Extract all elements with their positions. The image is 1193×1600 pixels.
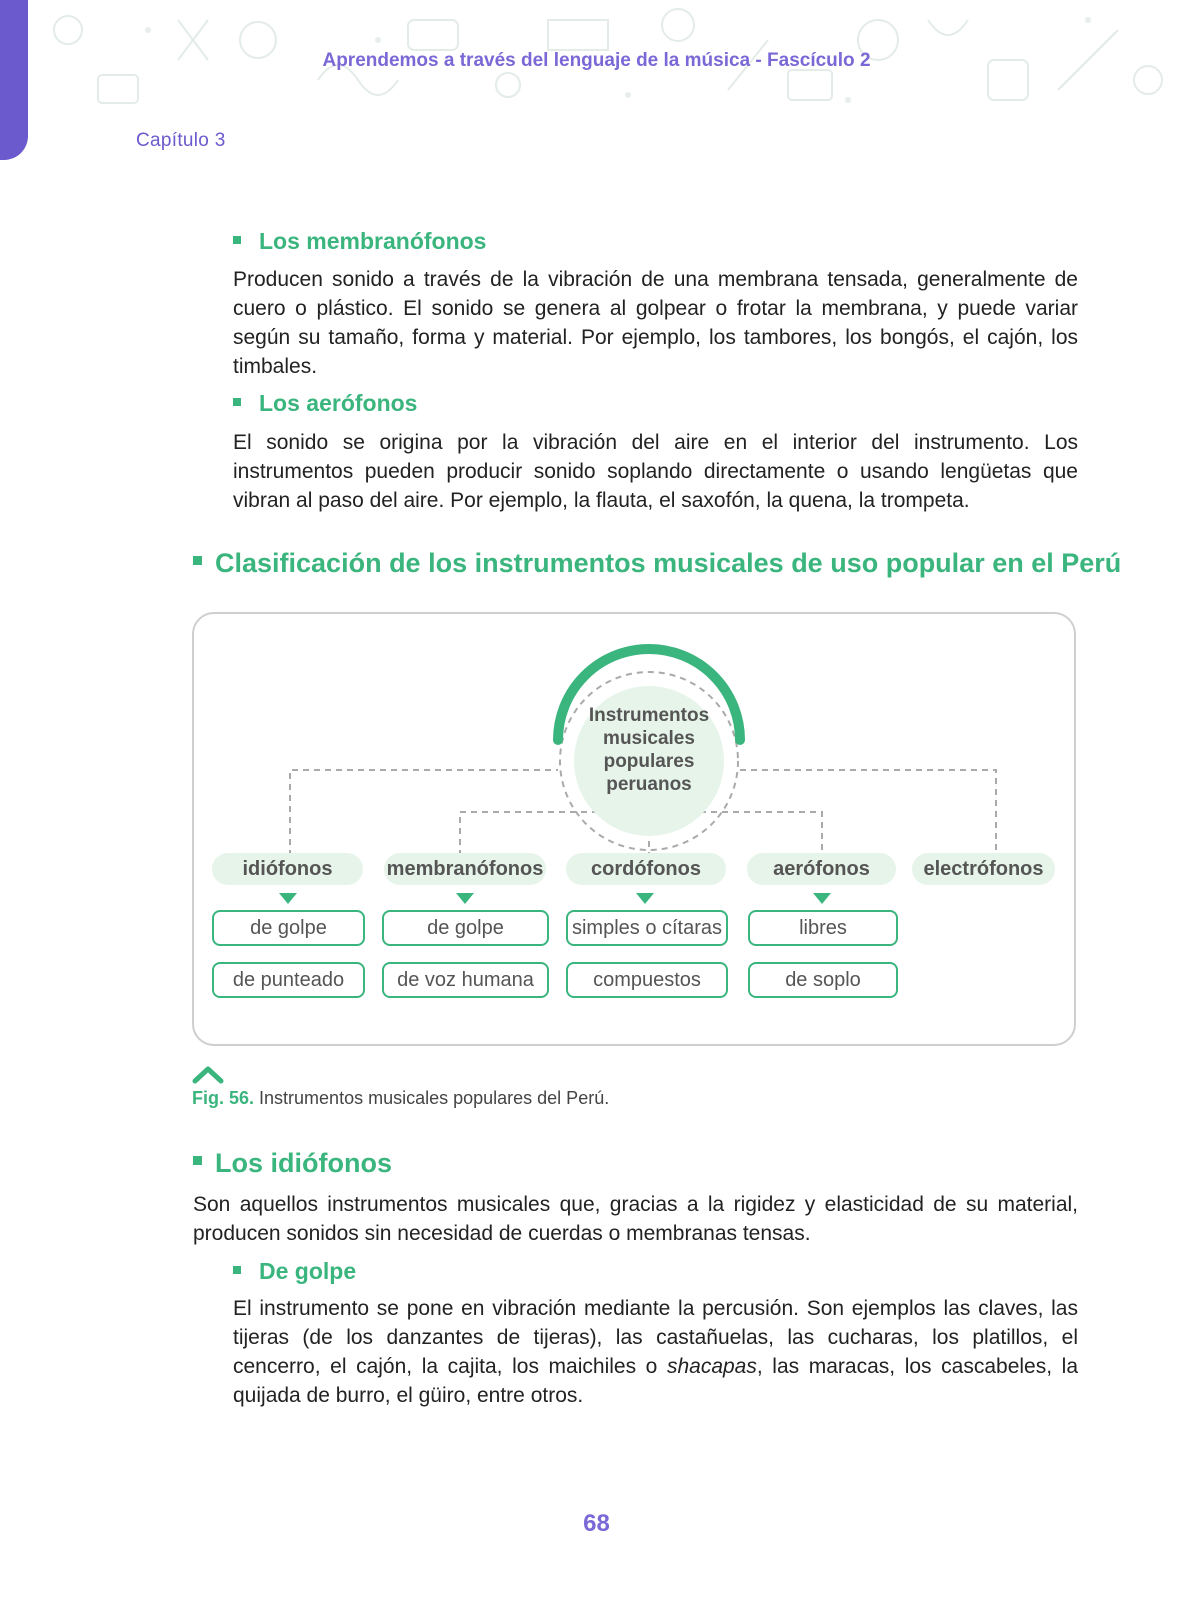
subtype-aerofonos-libres: libres	[748, 910, 898, 946]
square-bullet-icon	[193, 1156, 202, 1165]
heading-idiofonos	[193, 1148, 392, 1179]
heading-idiofonos-text: Los idiófonos	[215, 1148, 392, 1178]
paragraph-de-golpe-italic: shacapas	[666, 1355, 757, 1378]
center-node-label: Instrumentos musicales populares peruanos	[588, 705, 710, 795]
figure-caption	[192, 1088, 609, 1109]
subheading-aerofonos-text: Los aerófonos	[259, 390, 418, 416]
category-aerofonos: aerófonos	[747, 853, 896, 885]
paragraph-de-golpe-part1: El instrumento se pone en vibración mediante la percusión. Son ejemplos las claves, las tijeras (de los danzantes de tijeras), las castañuelas, las cucharas, los platillos, el cencerro, el cajón, la cajita, los maichiles o	[233, 1297, 1078, 1378]
subtype-cordofonos-simples: simples o cítaras	[566, 910, 728, 946]
subtype-aerofonos-soplo: de soplo	[748, 962, 898, 998]
subtype-idiofonos-punteado: de punteado	[212, 962, 365, 998]
arrow-down-icon	[636, 893, 654, 904]
chevron-up-icon	[192, 1064, 224, 1084]
subheading-membranofonos-text: Los membranófonos	[259, 228, 487, 254]
heading-clasificacion-text: Clasificación de los instrumentos musicales de uso popular en el Perú	[215, 548, 1122, 578]
category-electrofonos: electrófonos	[912, 853, 1055, 885]
arrow-down-icon	[456, 893, 474, 904]
running-title: Aprendemos a través del lenguaje de la música - Fascículo 2	[322, 50, 871, 71]
paragraph-de-golpe	[233, 1294, 1078, 1410]
subtype-idiofonos-golpe: de golpe	[212, 910, 365, 946]
category-membranofonos: membranófonos	[384, 853, 546, 885]
subtype-membranofonos-golpe: de golpe	[382, 910, 549, 946]
paragraph-idiofonos: Son aquellos instrumentos musicales que, gracias a la rigidez y elasticidad de su material, producen sonidos sin necesidad de cuerdas o membranas tensas.	[193, 1193, 1078, 1245]
paragraph-de-golpe-part2: , las maracas, los cascabeles, la quijada de burro, el güiro, entre otros.	[233, 1355, 1078, 1407]
subheading-de-golpe	[233, 1258, 356, 1285]
subheading-de-golpe-text: De golpe	[259, 1258, 357, 1284]
subtype-membranofonos-voz-humana: de voz humana	[382, 962, 549, 998]
subtype-cordofonos-compuestos: compuestos	[566, 962, 728, 998]
page-number: 68	[583, 1510, 610, 1537]
arrow-down-icon	[279, 893, 297, 904]
chapter-label: Capítulo 3	[136, 130, 226, 151]
paragraph-membranofonos: Producen sonido a través de la vibración de una membrana tensada, generalmente de cuero o plástico. El sonido se genera al golpear o frotar la membrana, y puede variar según su tamaño, forma y material. Por ejemplo, los tambores, los bongós, el cajón, los timbales.	[233, 268, 1078, 378]
category-idiofonos: idiófonos	[212, 853, 363, 885]
arrow-down-icon	[813, 893, 831, 904]
figure-caption-text: Instrumentos musicales populares del Perú.	[259, 1088, 610, 1108]
square-bullet-icon	[233, 1266, 241, 1274]
figure-number: Fig. 56.	[192, 1088, 255, 1108]
paragraph-aerofonos: El sonido se origina por la vibración del aire en el interior del instrumento. Los instrumentos pueden producir sonido soplando directamente o usando lengüetas que vibran al paso del aire. Por ejemplo, la flauta, el saxofón, la quena, la trompeta.	[233, 431, 1078, 512]
category-cordofonos: cordófonos	[566, 853, 726, 885]
